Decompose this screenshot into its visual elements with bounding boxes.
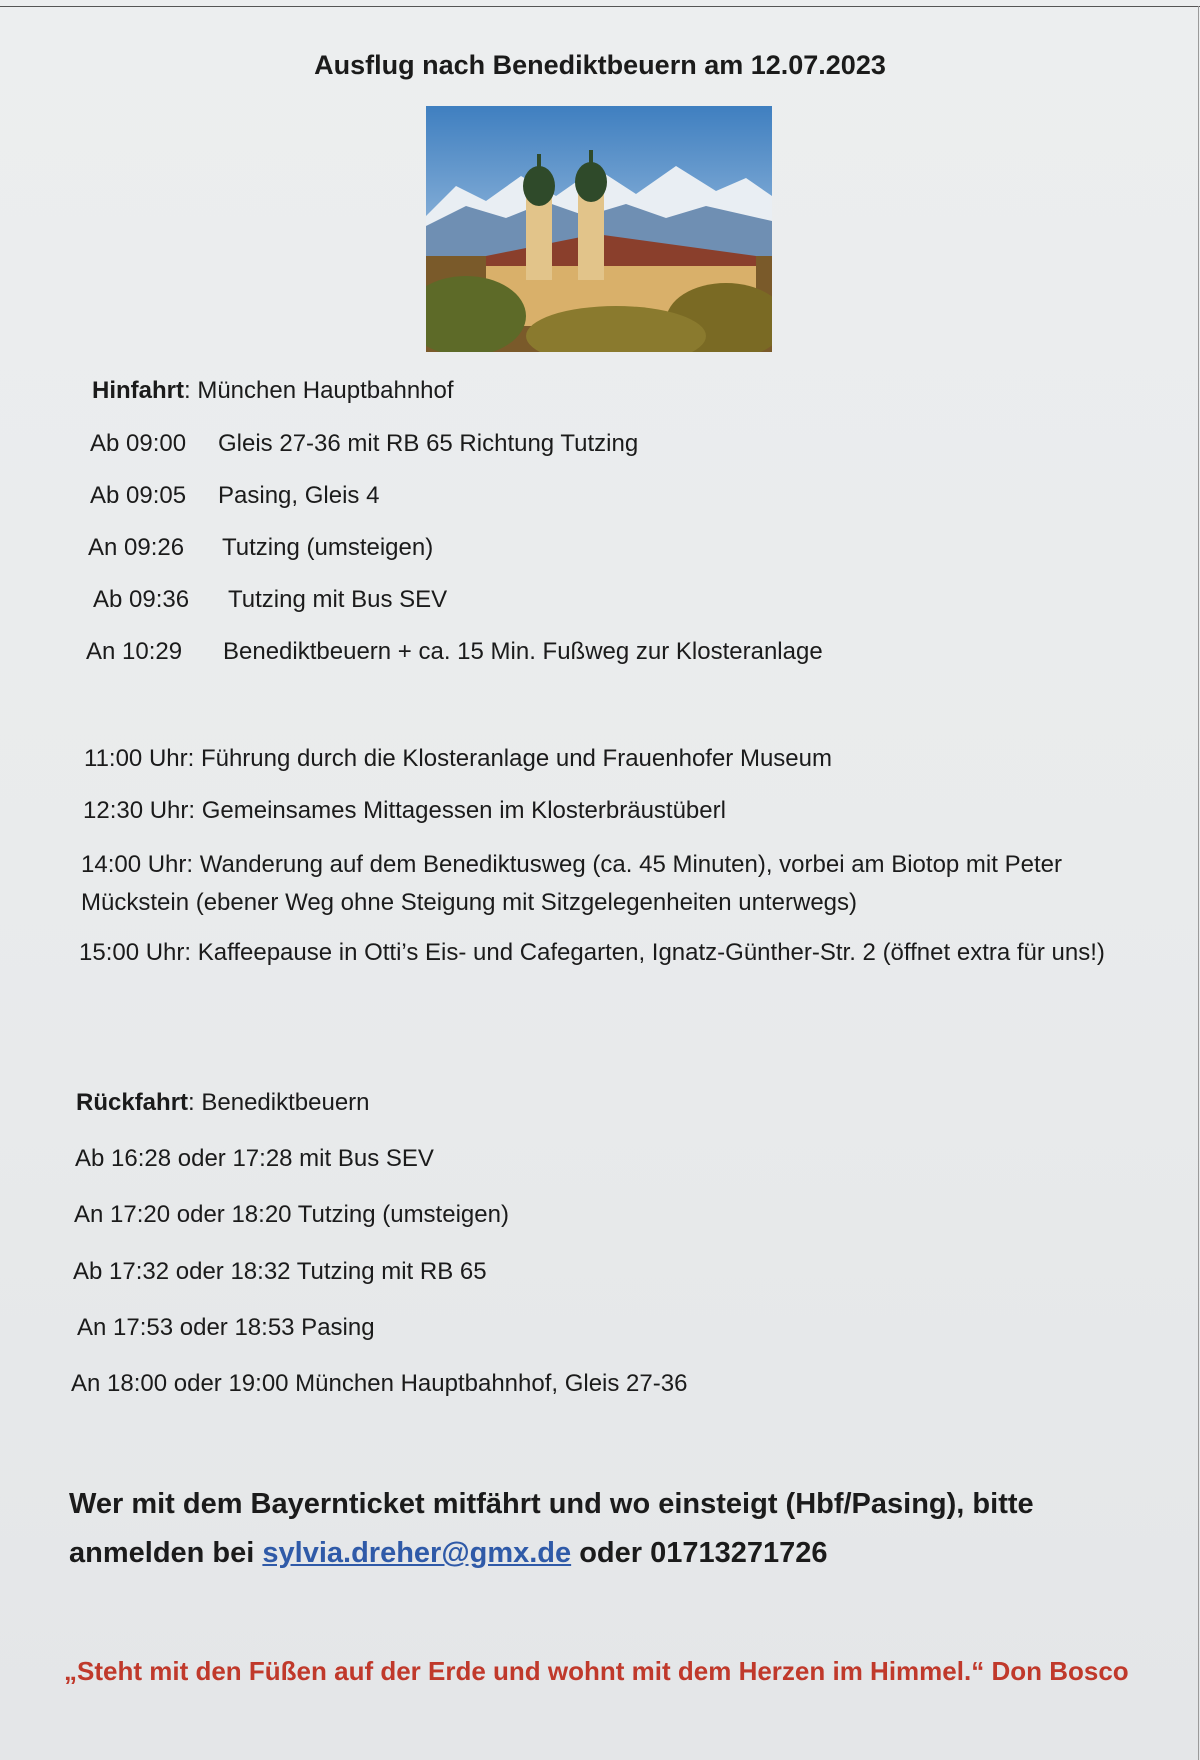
rueckfahrt-label: Rückfahrt [76,1089,189,1116]
signup-phone: oder 01713271726 [579,1537,828,1569]
program-item: 12:30 Uhr: Gemeinsames Mittagessen im Klosterbräustüberl [83,797,726,824]
signup-note [69,1480,1129,1578]
rueckfahrt-station: Benediktbeuern [201,1089,370,1116]
hinfahrt-label: Hinfahrt [92,377,184,404]
departure-time: Ab 09:36 [93,586,190,613]
page-title: Ausflug nach Benediktbeuern am 12.07.2023 [314,50,886,80]
hinfahrt-row [90,482,379,510]
program-item: 11:00 Uhr: Führung durch die Klosteranlage und Frauenhofer Museum [84,745,832,772]
departure-detail: Pasing, Gleis 4 [218,482,380,509]
hinfahrt-row [88,534,433,562]
rueckfahrt-row: Ab 16:28 oder 17:28 mit Bus SEV [75,1145,434,1172]
hinfahrt-heading: Hinfahrt: München Hauptbahnhof [92,377,454,404]
quote-text: „Steht mit den Füßen auf der Erde und wohnt mit dem Herzen im Himmel.“ [64,1656,985,1686]
rueckfahrt-row: An 17:20 oder 18:20 Tutzing (umsteigen) [74,1201,509,1228]
rueckfahrt-row: An 17:53 oder 18:53 Pasing [77,1314,375,1341]
hinfahrt-row [90,430,638,458]
arrival-time: An 09:26 [88,534,185,561]
right-border [1198,6,1199,1760]
departure-detail: Gleis 27-36 mit RB 65 Richtung Tutzing [218,430,639,457]
signup-line: Wer mit dem Bayernticket mitfährt und wo einsteigt (Hbf/Pasing), bitte [69,1488,1034,1520]
arrival-detail: Benediktbeuern + ca. 15 Min. Fußweg zur Klosteranlage [223,638,823,665]
rueckfahrt-row: An 18:00 oder 19:00 München Hauptbahnhof, Gleis 27-36 [71,1370,688,1397]
arrival-time: An 10:29 [86,638,183,665]
hinfahrt-row [86,638,823,666]
program-item: 15:00 Uhr: Kaffeepause in Otti’s Eis- und Cafegarten, Ignatz-Günther-Str. 2 (öffnet extra für uns!) [79,939,1105,966]
quote-author: Don Bosco [991,1656,1129,1686]
signup-prefix: anmelden bei [69,1537,255,1569]
departure-detail: Tutzing mit Bus SEV [228,586,448,613]
hinfahrt-row [93,586,447,614]
departure-time: Ab 09:00 [90,430,187,457]
rueckfahrt-heading: Rückfahrt: Benediktbeuern [76,1089,370,1116]
hinfahrt-station: München Hauptbahnhof [197,377,454,404]
program-item: 14:00 Uhr: Wanderung auf dem Benediktusweg (ca. 45 Minuten), vorbei am Biotop mit Peter Mückstein (ebener Weg ohne Steigung mit Sitzgelegenheiten unterwegs) [81,851,1062,916]
email-link[interactable]: sylvia.dreher@gmx.de [262,1537,572,1569]
arrival-detail: Tutzing (umsteigen) [222,534,434,561]
rueckfahrt-row: Ab 17:32 oder 18:32 Tutzing mit RB 65 [73,1258,487,1285]
top-border [0,6,1200,7]
quote [64,1656,1129,1687]
departure-time: Ab 09:05 [90,482,187,509]
monastery-photo [426,106,772,352]
